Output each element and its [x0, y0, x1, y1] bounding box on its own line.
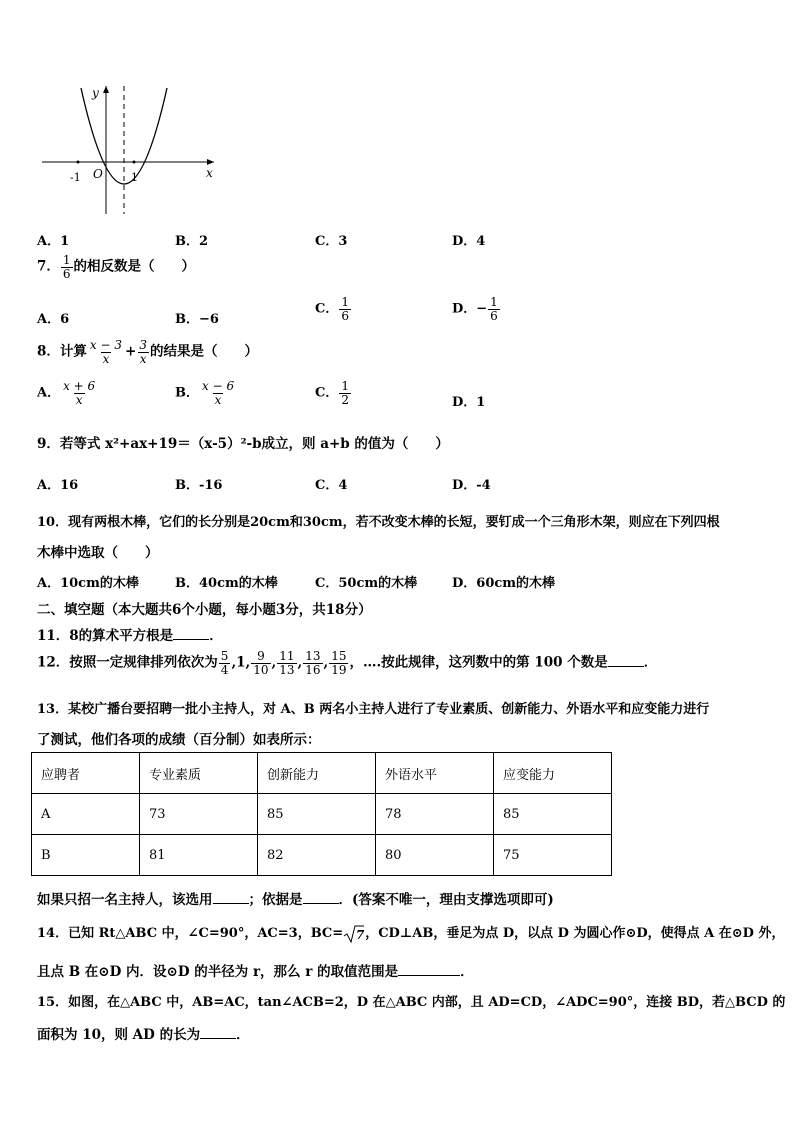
question-14-line2: 且点 B 在⊙D 内．设⊙D 的半径为 r，那么 r 的取值范围是 ． — [37, 964, 474, 980]
question-10-line2: 木棒中选取（ ） — [37, 545, 159, 561]
question-11: 11．8的算术平方根是 ． — [37, 628, 223, 644]
question-12: 12．按照一定规律排列依次为 $\frac{5}{4}$ ,1, $\frac{9}{10}$ , $\frac{11}{13}$ , $\frac{13}{16}$ , $\frac{15}{19}$ ，….按此规律，这列数中的第 100 个数是 ． — [37, 649, 658, 677]
q9-option-d: D．-4 — [452, 478, 491, 493]
q8-option-c: C． $\frac{1}{2}$ — [315, 379, 349, 407]
q15-answer-blank — [200, 1026, 236, 1039]
q7-option-d: D．− $\frac{1}{6}$ — [452, 295, 498, 323]
y-axis-label: y — [92, 86, 99, 100]
table-row — [32, 835, 612, 876]
q7-option-a: A．6 — [37, 312, 70, 327]
question-15-line1: 15．如图，在△ABC 中，AB=AC，tan∠ACB=2，D 在△ABC 内部，且 AD=CD，∠ADC=90°，连接 BD，若△BCD 的 — [37, 995, 786, 1010]
q10-option-c: C．50cm的木棒 — [315, 576, 418, 591]
q6-option-b: B．2 — [175, 234, 209, 249]
q9-option-b: B．-16 — [175, 478, 223, 493]
table-header: 外语水平 — [376, 753, 494, 794]
question-8: 8．计算 $\frac{x - 3}{x}$ + $\frac{3}{x}$ 的结果是（ ） — [37, 338, 258, 366]
tick-neg-point — [77, 161, 80, 164]
table-cell: 80 — [376, 835, 494, 876]
tick-neg-label: -1 — [70, 171, 81, 184]
question-13-answer-line: 如果只招一名主持人，该选用 ；依据是 ．(答案不唯一，理由支撑选项即可) — [37, 892, 554, 908]
tick-pos-point — [133, 161, 136, 164]
table-cell: A — [32, 794, 140, 835]
parabola-graph — [36, 80, 226, 220]
table-cell: 85 — [258, 794, 376, 835]
table-cell: B — [32, 835, 140, 876]
q13-answer-blank-2 — [303, 891, 339, 904]
question-9: 9．若等式 x²+ax+19＝（x-5）²-b成立，则 a+b 的值为（ ） — [37, 436, 449, 452]
table-header: 应变能力 — [494, 753, 612, 794]
table-cell: 81 — [140, 835, 258, 876]
table-cell: 78 — [376, 794, 494, 835]
question-13-line1: 13．某校广播台要招聘一批小主持人，对 A、B 两名小主持人进行了专业素质、创新能力、外语水平和应变能力进行 — [37, 702, 710, 717]
q14-answer-blank — [398, 963, 460, 976]
q6-option-c: C．3 — [315, 234, 348, 249]
q10-option-a: A．10cm的木棒 — [37, 576, 139, 591]
table-header: 专业素质 — [140, 753, 258, 794]
q7-option-c: C． $\frac{1}{6}$ — [315, 295, 349, 323]
q13-answer-blank-1 — [213, 891, 249, 904]
section-2-heading: 二、填空题（本大题共6个小题，每小题3分，共18分） — [37, 602, 372, 618]
q8-option-a: A． $\frac{x + 6}{x}$ — [37, 379, 96, 407]
q6-option-d: D．4 — [452, 234, 486, 249]
table-cell: 82 — [258, 835, 376, 876]
table-cell: 75 — [494, 835, 612, 876]
table-row — [32, 794, 612, 835]
question-13-line2: 了测试，他们各项的成绩（百分制）如表所示： — [37, 732, 321, 748]
origin-label: O — [93, 167, 103, 181]
sqrt-symbol — [343, 924, 365, 944]
score-table — [31, 752, 612, 876]
x-axis-label: x — [206, 166, 213, 180]
question-14-line1: 14．已知 Rt△ABC 中，∠C=90°，AC=3，BC= 7 ，CD⊥AB，垂足为点 D，以点 D 为圆心作⊙D，使得点 A 在⊙D 外， — [37, 922, 784, 944]
question-10-line1: 10．现有两根木棒，它们的长分别是20cm和30cm，若不改变木棒的长短，要钉成一个三角形木架，则应在下列四根 — [37, 515, 720, 530]
tick-pos-label: 1 — [131, 171, 138, 184]
q12-answer-blank — [608, 654, 644, 667]
table-header: 创新能力 — [258, 753, 376, 794]
q11-answer-blank — [173, 627, 209, 640]
q7-option-b: B．−6 — [175, 312, 219, 327]
q8-option-d: D．1 — [452, 395, 486, 410]
q10-option-b: B．40cm的木棒 — [175, 576, 278, 591]
q10-option-d: D．60cm的木棒 — [452, 576, 556, 591]
q9-option-c: C．4 — [315, 478, 348, 493]
table-cell: 85 — [494, 794, 612, 835]
q6-option-a: A．1 — [37, 234, 70, 249]
table-header: 应聘者 — [32, 753, 140, 794]
q7-fraction: $\frac{1}{6}$ — [62, 253, 71, 281]
table-cell: 73 — [140, 794, 258, 835]
q8-option-b: B． $\frac{x - 6}{x}$ — [175, 379, 235, 407]
question-15-line2: 面积为 10，则 AD 的长为 ． — [37, 1027, 250, 1043]
table-header-row — [32, 753, 612, 794]
svg-text:7: 7 — [356, 927, 365, 942]
q9-option-a: A．16 — [37, 478, 79, 493]
question-7: 7． $\frac{1}{6}$ 的相反数是（ ） — [37, 253, 196, 281]
